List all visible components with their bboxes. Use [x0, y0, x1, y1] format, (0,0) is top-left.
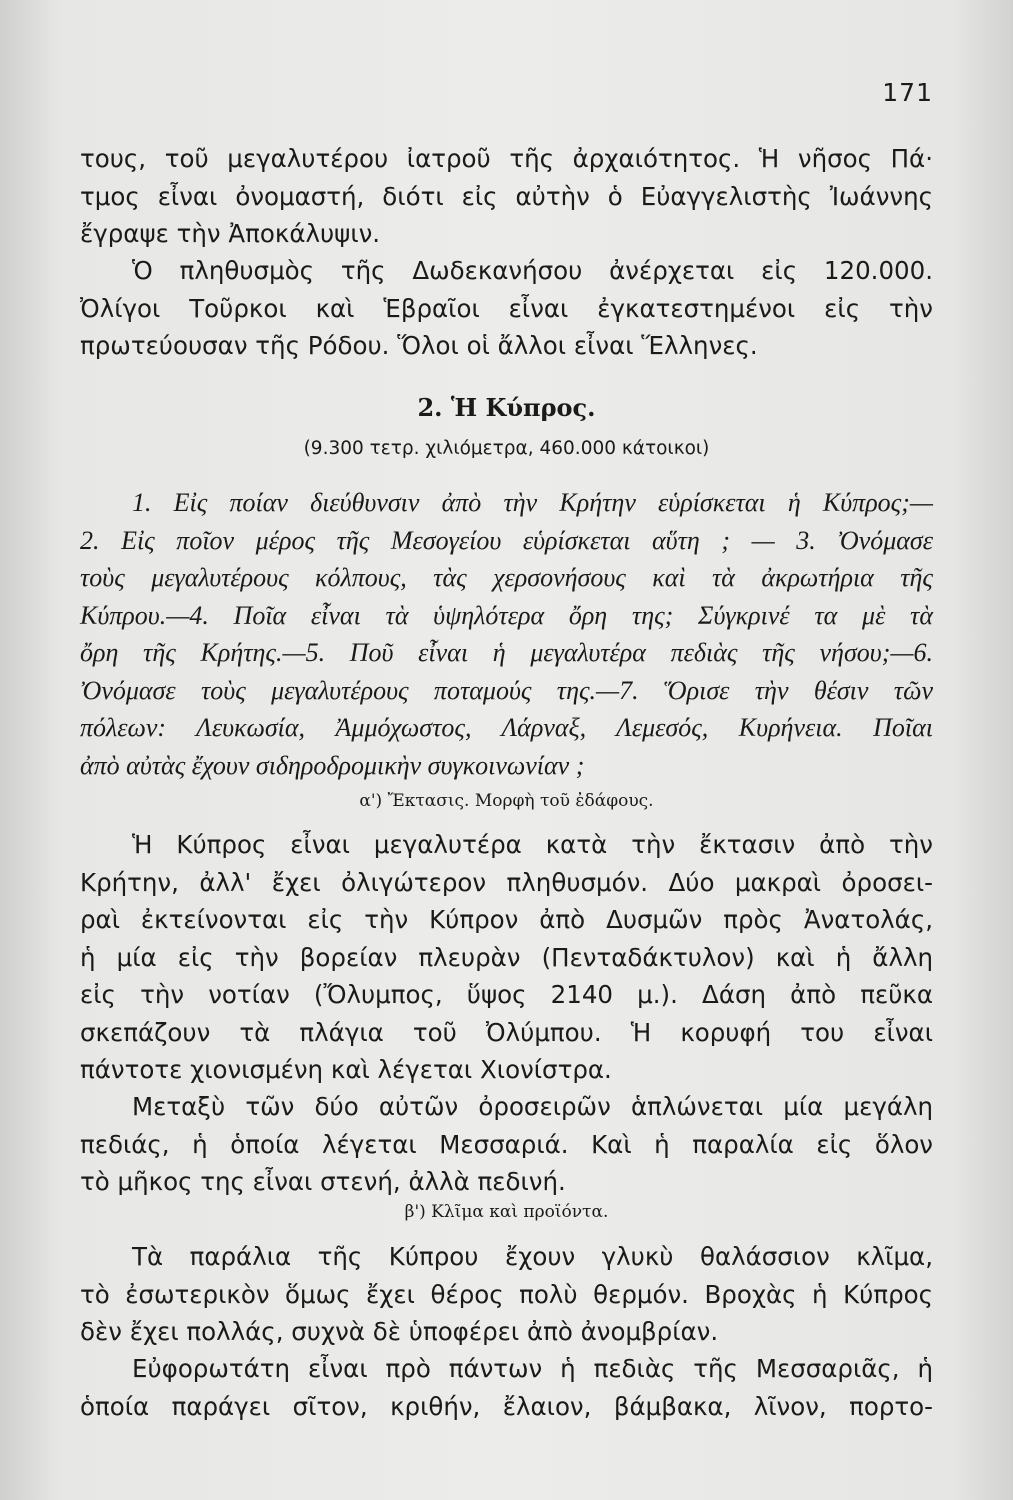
text-line: δὲν ἔχει πολλάς, συχνὰ δὲ ὑποφέρει ἀπὸ ἀνομβρίαν.: [80, 1317, 719, 1346]
subsection-a-heading: α') Ἔκτασις. Μορφὴ τοῦ ἐδάφους.: [359, 791, 654, 811]
text-line: Ὁ πληθυσμὸς τῆς Δωδεκανήσου ἀνέρχεται εἰς 120.000.: [132, 256, 933, 285]
text-line: ραὶ ἐκτείνονται εἰς τὴν Κύπρον ἀπὸ Δυσμῶν πρὸς Ἀνατολάς,: [80, 905, 933, 934]
text-line: πεδιάς, ἡ ὁποία λέγεται Μεσσαριά. Καὶ ἡ παραλία εἰς ὅλον: [80, 1129, 933, 1159]
section-subtitle: (9.300 τετρ. χιλιόμετρα, 460.000 κάτοικοι): [303, 438, 710, 459]
question-line: πόλεων: Λευκωσία, Ἀμμόχωστος, Λάρναξ, Λεμεσός, Κυρήνεια. Ποῖαι: [80, 713, 933, 742]
text-line: ἔγραψε τὴν Ἀποκάλυψιν.: [80, 219, 381, 248]
question-line: ἀπὸ αὐτὰς ἔχουν σιδηροδρομικὴν συγκοινωνίαν ;: [80, 750, 585, 780]
subsection-a-paragraph-2: [80, 1088, 933, 1201]
subsection-b-paragraph-2: [80, 1350, 933, 1425]
text-line: Τὰ παράλια τῆς Κύπρου ἔχουν γλυκὺ θαλάσσιον κλῖμα,: [132, 1242, 933, 1271]
text-line: Μεταξὺ τῶν δύο αὐτῶν ὀροσειρῶν ἁπλώνεται μία μεγάλη: [132, 1092, 933, 1121]
text-line: τους, τοῦ μεγαλυτέρου ἰατροῦ τῆς ἀρχαιότητος. Ἡ νῆσος Πά·: [80, 144, 933, 173]
text-line: τὸ μῆκος της εἶναι στενή, ἀλλὰ πεδινή.: [80, 1167, 566, 1196]
text-line: Ἡ Κύπρος εἶναι μεγαλυτέρα κατὰ τὴν ἔκτασιν ἀπὸ τὴν: [132, 830, 933, 859]
text-line: εἰς τὴν νοτίαν (Ὄλυμπος, ὕψος 2140 μ.). Δάση ἀπὸ πεῦκα: [80, 980, 933, 1009]
question-line: ὄρη τῆς Κρήτης.—5. Ποῦ εἶναι ἡ μεγαλυτέρα πεδιὰς τῆς νήσου;—6.: [80, 638, 933, 667]
text-line: ὁποία παράγει σῖτον, κριθήν, ἔλαιον, βάμβακα, λῖνον, πορτο-: [80, 1391, 933, 1421]
question-line: 2. Εἰς ποῖον μέρος τῆς Μεσογείου εὑρίσκεται αὕτη ; — 3. Ὀνόμασε: [80, 525, 933, 555]
questions-block: [80, 484, 933, 784]
text-line: τμος εἶναι ὀνομαστή, διότι εἰς αὐτὴν ὁ Εὐαγγελιστὴς Ἰωάννης: [80, 181, 933, 211]
question-line: 1. Εἰς ποίαν διεύθυνσιν ἀπὸ τὴν Κρήτην εὑρίσκεται ἡ Κύπρος;—: [132, 488, 933, 517]
question-line: τοὺς μεγαλυτέρους κόλπους, τὰς χερσονήσους καὶ τὰ ἀκρωτήρια τῆς: [80, 563, 933, 592]
text-line: Κρήτην, ἀλλ' ἔχει ὀλιγώτερον πληθυσμόν. Δύο μακραὶ ὀροσει-: [80, 867, 933, 897]
text-line: τὸ ἐσωτερικὸν ὅμως ἔχει θέρος πολὺ θερμόν. Βροχὰς ἡ Κύπρος: [80, 1279, 933, 1309]
page-number: 171: [882, 78, 933, 107]
subsection-b-paragraph-1: [80, 1238, 933, 1351]
question-line: Κύπρου.—4. Ποῖα εἶναι τὰ ὑψηλότερα ὄρη της; Σύγκρινέ τα μὲ τὰ: [80, 600, 933, 630]
text-line: πάντοτε χιονισμένη καὶ λέγεται Χιονίστρα.: [80, 1055, 612, 1084]
text-line: Εὐφορωτάτη εἶναι πρὸ πάντων ἡ πεδιὰς τῆς Μεσσαριᾶς, ἡ: [132, 1354, 933, 1383]
subsection-b-heading: β') Κλῖμα καὶ προϊόντα.: [404, 1202, 609, 1222]
text-line: ἡ μία εἰς τὴν βορείαν πλευρὰν (Πενταδάκτυλον) καὶ ἡ ἄλλη: [80, 942, 933, 972]
question-line: Ὀνόμασε τοὺς μεγαλυτέρους ποταμούς της.—7. Ὅρισε τὴν θέσιν τῶν: [80, 675, 933, 705]
section-title: 2. Ἡ Κύπρος.: [417, 393, 596, 422]
intro-paragraph: [80, 140, 933, 253]
text-line: Ὀλίγοι Τοῦρκοι καὶ Ἑβραῖοι εἶναι ἐγκατεστημένοι εἰς τὴν: [80, 293, 933, 323]
text-line: σκεπάζουν τὰ πλάγια τοῦ Ὀλύμπου. Ἡ κορυφή του εἶναι: [80, 1017, 933, 1047]
subsection-a-paragraph-1: [80, 826, 933, 1089]
population-paragraph: [80, 252, 933, 365]
text-line: πρωτεύουσαν τῆς Ρόδου. Ὅλοι οἱ ἄλλοι εἶναι Ἕλληνες.: [80, 331, 758, 360]
